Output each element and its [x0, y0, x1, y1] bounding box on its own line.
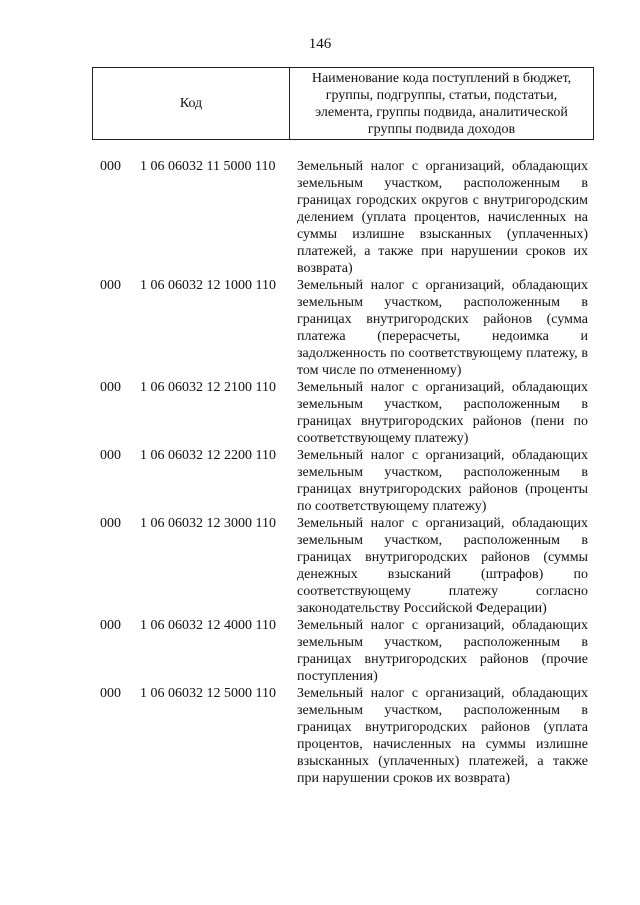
row-admin-code: 000	[100, 618, 121, 633]
row-description: Земельный налог с организаций, обладающих земельным участком, расположенным в границах внутригородских районов (проценты по соответствующему платежу)	[297, 448, 588, 514]
row-description: Земельный налог с организаций, обладающих земельным участком, расположенным в границах внутригородских районов (прочие поступления)	[297, 618, 588, 684]
table-row	[100, 617, 590, 685]
row-description: Земельный налог с организаций, обладающих земельным участком, расположенным в границах внутригородских районов (уплата процентов, начисленных на суммы излишне взысканных (уплаченных) платежей, а также при нарушении сроков их возврата)	[297, 686, 588, 786]
row-admin-code: 000	[100, 516, 121, 531]
row-revenue-code: 1 06 06032 12 3000 110	[140, 516, 276, 531]
row-admin-code: 000	[100, 278, 121, 293]
row-revenue-code: 1 06 06032 12 2200 110	[140, 448, 276, 463]
table-body	[100, 158, 590, 787]
row-revenue-code: 1 06 06032 12 4000 110	[140, 618, 276, 633]
row-revenue-code: 1 06 06032 12 5000 110	[140, 686, 276, 701]
row-revenue-code: 1 06 06032 12 1000 110	[140, 278, 276, 293]
row-revenue-code: 1 06 06032 12 2100 110	[140, 380, 276, 395]
row-admin-code: 000	[100, 448, 121, 463]
row-description: Земельный налог с организаций, обладающих земельным участком, расположенным в границах городских округов с внутригородским делением (уплата процентов, начисленных на суммы излишне взысканных (уплаченных) платежей, а также при нарушении сроков их возврата)	[297, 159, 588, 276]
page-number: 146	[308, 36, 332, 52]
table-row	[100, 515, 590, 617]
row-admin-code: 000	[100, 159, 121, 174]
header-code-label: Код	[93, 68, 290, 139]
table-row	[100, 158, 590, 277]
row-admin-code: 000	[100, 380, 121, 395]
row-description: Земельный налог с организаций, обладающих земельным участком, расположенным в границах внутригородских районов (суммы денежных взысканий (штрафов) по соответствующему платежу согласно законодательству Российской Федерации)	[297, 516, 588, 616]
table-row	[100, 447, 590, 515]
table-row	[100, 379, 590, 447]
row-description: Земельный налог с организаций, обладающих земельным участком, расположенным в границах внутригородских районов (сумма платежа (перерасчеты, недоимка и задолженность по соответствующему платежу, в том числе по отмененному)	[297, 278, 588, 378]
table-row	[100, 685, 590, 787]
row-admin-code: 000	[100, 686, 121, 701]
table-header	[92, 67, 594, 140]
row-description: Земельный налог с организаций, обладающих земельным участком, расположенным в границах внутригородских районов (пени по соответствующему платежу)	[297, 380, 588, 446]
header-name-label: Наименование кода поступлений в бюджет, группы, подгруппы, статьи, подстатьи, элемента, группы подвида, аналитической группы подвида доходов	[311, 70, 572, 137]
row-revenue-code: 1 06 06032 11 5000 110	[140, 159, 276, 174]
table-row	[100, 277, 590, 379]
